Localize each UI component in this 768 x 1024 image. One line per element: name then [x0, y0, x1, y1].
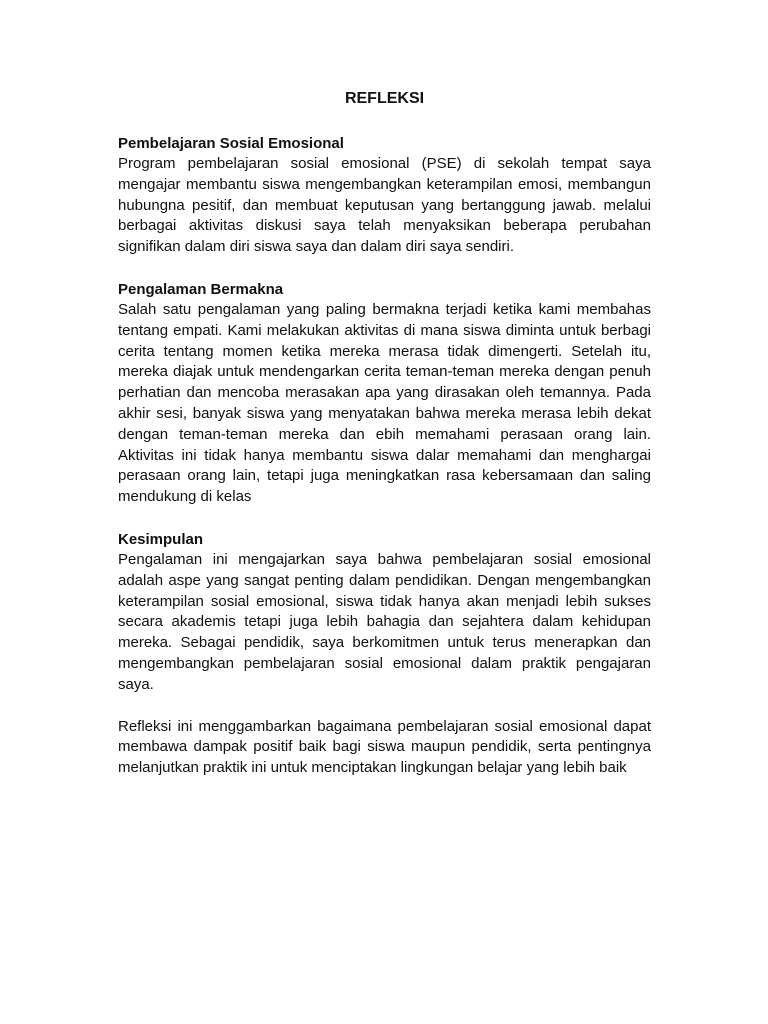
- section-pembelajaran-sosial-emosional: [118, 133, 651, 258]
- document-title: REFLEKSI: [344, 90, 425, 107]
- closing-section: [118, 717, 651, 779]
- section-pengalaman-bermakna: [118, 279, 651, 508]
- closing-paragraph: Refleksi ini menggambarkan bagaimana pembelajaran sosial emosional dapat membawa dampak positif baik bagi siswa maupun pendidik, serta pentingnya melanjutkan praktik ini untuk menciptakan lingkungan belajar yang lebih baik: [118, 717, 651, 777]
- section-heading: Pengalaman Bermakna: [118, 280, 284, 298]
- document-page: [118, 88, 651, 800]
- section-body: Salah satu pengalaman yang paling bermakna terjadi ketika kami membahas tentang empati. Kami melakukan aktivitas di mana siswa diminta untuk berbagi cerita tentang momen ketika mereka merasa tidak dimengerti. Setelah itu, mereka diajak untuk mendengarkan cerita teman-teman mereka dengan penuh perhatian dan mencoba merasakan apa yang dirasakan oleh temannya. Pada akhir sesi, banyak siswa yang menyatakan bahwa mereka merasa lebih dekat dengan teman-teman mereka dan ebih memahami perasaan orang lain. Aktivitas ini tidak hanya membantu siswa dalar memahami dan menghargai perasaan orang lain, tetapi juga meningkatkan rasa kebersamaan dan saling mendukung di kelas: [118, 300, 651, 506]
- section-heading: Kesimpulan: [118, 530, 204, 548]
- section-kesimpulan: [118, 529, 651, 696]
- section-body: Pengalaman ini mengajarkan saya bahwa pembelajaran sosial emosional adalah aspe yang sangat penting dalam pendidikan. Dengan mengembangkan keterampilan sosial emosional, siswa tidak hanya akan menjadi lebih sukses secara akademis tetapi juga lebih bahagia dan sejahtera dalam kehidupan mereka. Sebagai pendidik, saya berkomitmen untuk terus menerapkan dan mengembangkan pembelajaran sosial emosional dalam praktik pengajaran saya.: [118, 550, 651, 693]
- section-body: Program pembelajaran sosial emosional (PSE) di sekolah tempat saya mengajar membantu siswa mengembangkan keterampilan emosi, membangun hubungna pesitif, dan membuat keputusan yang bertanggung jawab. melalui berbagai aktivitas diskusi saya telah menyaksikan beberapa perubahan signifikan dalam diri siswa saya dan dalam diri saya sendiri.: [118, 155, 651, 256]
- section-heading: Pembelajaran Sosial Emosional: [118, 135, 344, 152]
